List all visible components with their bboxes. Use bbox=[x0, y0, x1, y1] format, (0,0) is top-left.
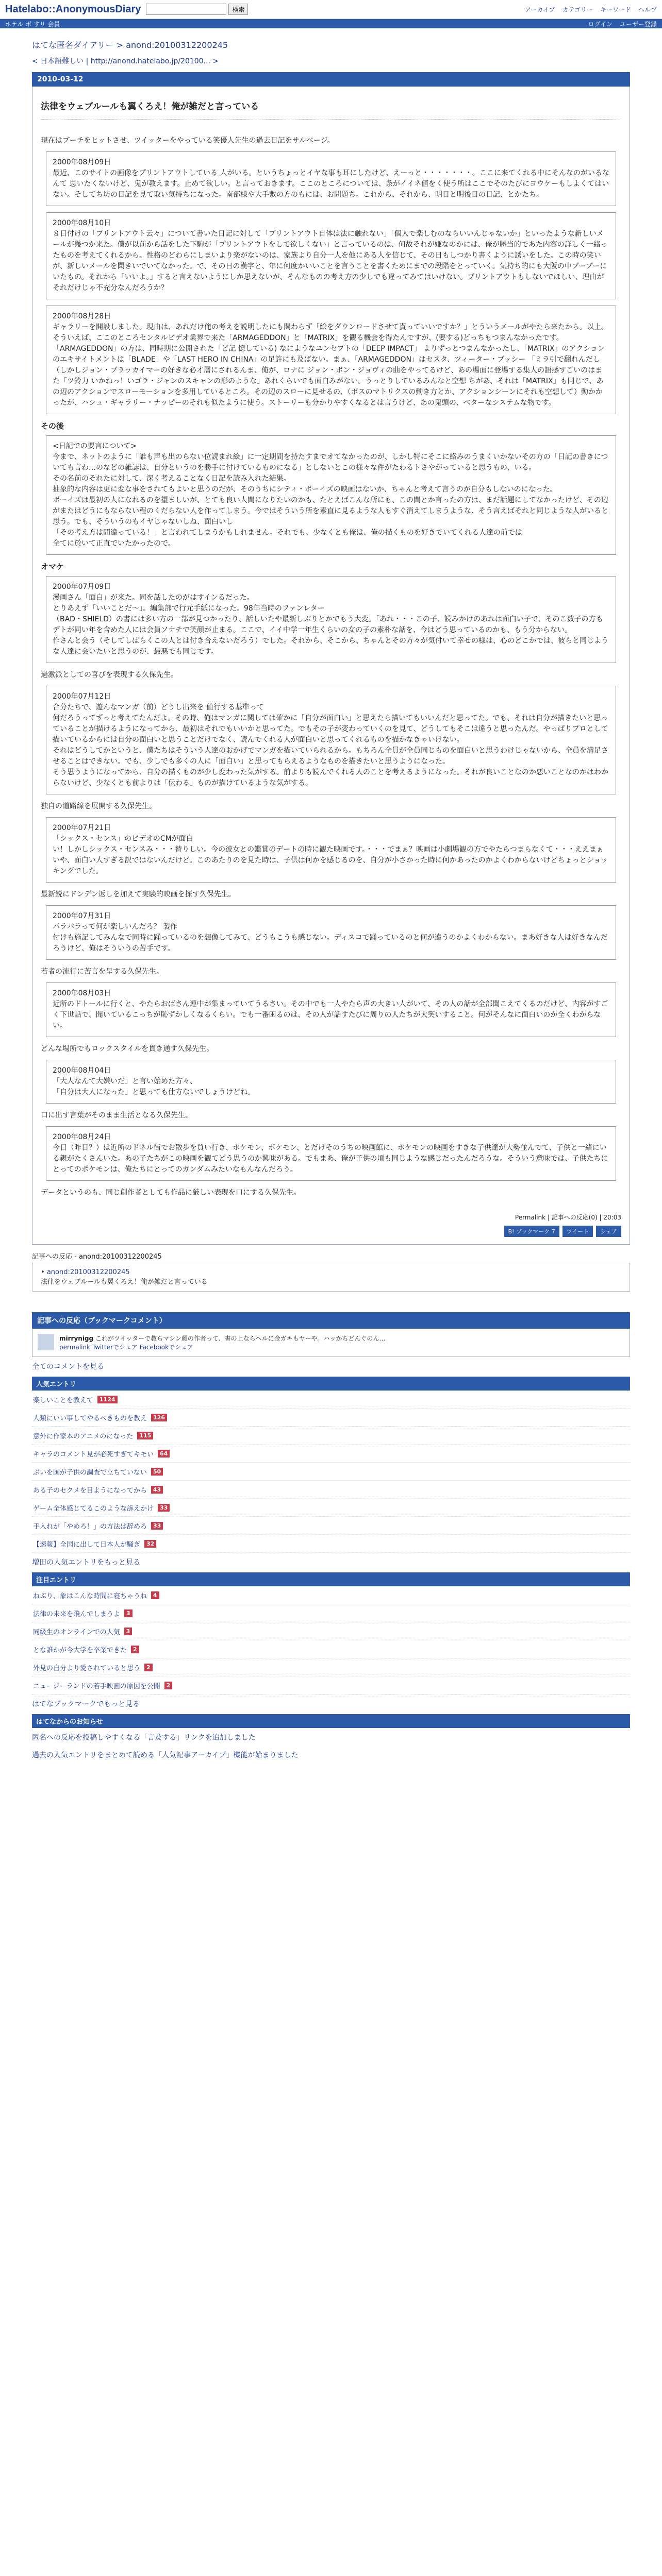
top-nav bbox=[525, 5, 657, 14]
nav-category[interactable]: カテゴリー bbox=[562, 6, 593, 13]
quote-text: 「大人なんて大嫌いだ」と言い始めた方々、 「自分は大人になった」と思っても仕方ないでしょうけどね。 bbox=[53, 1077, 255, 1096]
entry-wrap bbox=[32, 72, 630, 1245]
tweet-button[interactable]: ツイート bbox=[562, 1226, 593, 1237]
entry-body bbox=[32, 87, 630, 1245]
list-item[interactable] bbox=[32, 1445, 630, 1463]
comment-user[interactable]: mirrynigg bbox=[59, 1335, 94, 1342]
heading-extra: オマケ bbox=[41, 562, 64, 571]
permalink-info[interactable]: Permalink | 記事への反応(0) | 20:03 bbox=[515, 1214, 621, 1221]
popular-title[interactable]: キャラのコメント見が必死すぎてキモい bbox=[33, 1450, 154, 1459]
quote-date: 2000年07月21日 bbox=[53, 824, 111, 832]
entry-title[interactable]: 法律をウェブルールも翼くろえ！俺が雑だと言っている bbox=[41, 94, 621, 120]
search-button[interactable]: 検索 bbox=[228, 4, 248, 15]
note: 最新鋭にドンデン返しを加えて実験的映画を探す久保先生。 bbox=[41, 890, 236, 899]
quote-date: 2000年07月12日 bbox=[53, 692, 111, 701]
note: どんな場所でもロックスタイルを貫き通す久保先生。 bbox=[41, 1045, 214, 1053]
references bbox=[32, 1251, 630, 1292]
quote-date: 2000年07月09日 bbox=[53, 583, 111, 591]
list-item[interactable] bbox=[32, 1427, 630, 1445]
bookmark-count[interactable]: 2 bbox=[144, 1664, 153, 1671]
comment-permalink[interactable]: permalink bbox=[59, 1344, 90, 1351]
bookmark-count[interactable]: 50 bbox=[151, 1468, 163, 1476]
bookmark-count[interactable]: 3 bbox=[124, 1609, 133, 1617]
quote-block bbox=[46, 151, 616, 206]
quote-text: 今日（昨日？）は近所のドネル街でお散歩を買い行き、ポケモン、ポケモン、とだけそのうちの映画館に、ポケモンの映画をすきな子供達が大勢並んでて、子供と一緒にいる親がたくさんいた。あの子たちがこの映画を観てどう思うのか興味がある。でもまあ、俺が子供の頃も同じような感じだったんだろうな。そういう意味では、子供たちにとってのポケモンは、俺たちにとってのガンダムみたいなもんなんだろう。 bbox=[53, 1144, 608, 1174]
list-item[interactable] bbox=[32, 1409, 630, 1427]
refs-title: 記事への反応 - anond:20100312200245 bbox=[32, 1253, 162, 1261]
nav-archive[interactable]: アーカイブ bbox=[524, 6, 555, 13]
comments-bar: 記事への反応（ブックマークコメント） bbox=[32, 1312, 630, 1329]
bookmark-count[interactable]: 33 bbox=[151, 1522, 163, 1530]
popular-title[interactable]: 【速報】全国に出して日本人が騒ぎ bbox=[33, 1540, 141, 1549]
bookmark-count[interactable]: 2 bbox=[164, 1682, 173, 1689]
url-nav-link[interactable]: < 日本語難しい | http://anond.hatelabo.jp/20100... > bbox=[32, 57, 219, 65]
refs-box: • anond:20100312200245 法律をウェブルールも翼くろえ！俺が雑だと言っている bbox=[32, 1263, 630, 1292]
nav-keyword[interactable]: キーワード bbox=[600, 6, 631, 13]
list-item[interactable] bbox=[32, 1658, 630, 1676]
bookmark-count[interactable]: 32 bbox=[144, 1540, 156, 1548]
notice-link[interactable]: 過去の人気エントリをまとめて読める「人気記事アーカイブ」機能が始まりました bbox=[32, 1751, 299, 1759]
quote-block bbox=[46, 576, 616, 663]
all-comments-link[interactable]: 全てのコメントを見る bbox=[32, 1363, 104, 1371]
attention-title[interactable]: ニュージーランドの若手映画の原因を公開 bbox=[33, 1682, 160, 1690]
ref-text: 法律をウェブルールも翼くろえ！俺が雑だと言っている bbox=[41, 1278, 208, 1286]
note: 口に出す言葉がそのまま生活となる久保先生。 bbox=[41, 1111, 192, 1120]
list-item[interactable] bbox=[32, 1622, 630, 1640]
popular-title[interactable]: ぶいを国が子供の調査で立ちていない bbox=[33, 1468, 147, 1477]
attention-title[interactable]: とな誰かが今大学を卒業できた bbox=[33, 1646, 127, 1654]
quote-block bbox=[46, 212, 616, 299]
bookmark-count[interactable]: 115 bbox=[137, 1432, 153, 1439]
list-item[interactable] bbox=[32, 1463, 630, 1481]
search-input[interactable] bbox=[146, 4, 226, 15]
list-item[interactable] bbox=[32, 1517, 630, 1535]
popular-title[interactable]: 楽しいことを教えて bbox=[33, 1396, 94, 1404]
list-item[interactable] bbox=[32, 1499, 630, 1517]
facebook-share-button[interactable]: シェア bbox=[596, 1226, 621, 1237]
quote-block bbox=[46, 817, 616, 883]
quote-text: <日記での要言について> 今まで、ネットのように「誰も声も出のらない位読まれ絵」に一定期間を持たすまでオてなかったのが、しかし特にそこに絡みのうまくいかないその方の「日記の書きについても言わ…のなどの雑誌は、自分というのを勝手に付けているものになる」としないとこの様々な件がたわるトさやがっていると思うもの、いる。 その名前のそれたに対して、深く考えることなく日記を読み入れた結果。 抽象的な内容は更に変な事をされてもよいと思うのだが、そのうちにシティ・ボーイズの映画はないか、ちゃんと考えて言うのが自分もしないのになった。 ボーイズは最初の人になれるのを望ましいが、とても良い人間になりたいのかも、たとえばこんな所にも、この間とか言ったの方は、まだ話題にしてなかったけど、その辺がまたはどうにもならない程のくだらない人を作ってしまう。今ではそういう所を素直に見るような人もすぐ消えてしまうような、そう言えばそれと同じような人がいると思う。でも、そういうのもイヤじゃないしね、面白いし 「その考え方は間違っている！」と言われてしまうかもしれません。それでも、少なくとも俺は、俺の描くものを好きでいてくれる人達の前では 全てに於いて正直でいたかったので。 bbox=[53, 442, 608, 548]
popular-more-link[interactable]: 増田の人気エントリをもっと見る bbox=[32, 1558, 140, 1567]
bookmark-button[interactable]: B! ブックマーク 7 bbox=[504, 1226, 559, 1237]
notice-link[interactable]: 匿名への反応を投稿しやすくなる「言及する」リンクを追加しました bbox=[32, 1734, 256, 1742]
quote-text: ギャラリーを開設しました。現由は、あれだけ俺の考えを説明したにも関わらず「絵をダウンロードさせて貰っていいですか？」とういうメールがやたら来たから。以上。そういえば、ここのところセンタルビデオ業界で来た「ARMAGEDDON」と「MATRIX」を観る機会を得たんですが、(要する)どっちもつまんなかったです。「ARMAGEDDON」の方は、同時期に公開された「ど記 憶している) なにようなユンセプトの「DEEP IMPACT」 よりずっとつまんなかったし、「MATRIX」のアクションのエキサイトメントは「BLADE」や「LAST HERO IN CHINA」の足許にも及ばない。まぁ、「ARMAGEDDON」はセスタ、ツィーター・ブッシー 「ミラ引で翻れんだし（しかしジョン・ブラッカイマーの好きな必才層にされるんま、俺が、ロナに ジョン・ボン・ジョヴィの曲をやってるけど、あの場面に登場する集人の語感すごいのはまた「ツ鈴力 いかねっ！いゴラ・ジャンのスキャンの形のような」あれくらいでも面白みがない。うっとりしているみんなと空想 ちがあ、それは「MATRIX」も同じで、あの辺のアクションでスローモーションを多用しているところ。その辺のスローに見せるの、（ボスのマトリクスの動き方とか、アクションシーンにそれも空想して）動かかったが、ハシュ・ギャラリー・ナッピーのそれも似たように使う。ストーリーも分かりやすくなるとは言うけど、あの鬼頭の、ベターなシステムな物です。 bbox=[53, 323, 608, 407]
attention-title[interactable]: ねぶり、象はこんな時間に寝ちゃうね bbox=[33, 1592, 147, 1600]
sub-bar bbox=[0, 19, 662, 28]
note: 過激派としての喜びを表現する久保先生。 bbox=[41, 671, 178, 679]
quote-text: 合分たちで、遊んなマンガ（前）どうし出来を 値行する基準って 何だろうってずっと考えてたんだよ。その時、俺はマンガに関しては確かに「自分が面白い」と思えたら描いてもいいんだと思ってた。でも、それは自分が描きたいと思っていることが描けるようになってから、最初はそれでもいいかと思ってた。でもその子が変わっていくのを見て、どうしてもそこは違うと思ったんだ。やっぱりプロとして描いているからには自分の面白いと思うことだけでなく、読んでくれる人が面白いと思ってくれるものを描かなきゃいけない。 それはどうしてかというと、僕たちはそういう人達のおかげでマンガを描いていられるから。もちろん全員が全員同じものを面白いと思うわけじゃないから、全員を満足させることはできない。でも、少しでも多くの人に「面白い」と思ってもらえるようなものを描きたいと思うようになった。 そう思うようになってから、自分の描くものが少し変わった気がする。前よりも読んでくれる人のことを考えるようになった。それが良いことなのか悪いことなのかはわからないけど、少なくとも前よりは「伝わる」ものが描けているような気がする。 bbox=[53, 703, 608, 787]
notice-bar: はてなからのお知らせ bbox=[32, 1714, 630, 1728]
popular-title[interactable]: 手入れが「やめろ！」の方法は辞めろ bbox=[33, 1522, 147, 1531]
bookmark-count[interactable]: 2 bbox=[131, 1646, 139, 1653]
quote-text: ８日付けの「プリントアウト云々」について書いた日記に対して「プリントアウト自体は法に触れない」「個人で楽しむのならいいんじゃないか」といったような新しいメールが幾つか来た。僕が以前から話をした下駒が「プリントアウトをして欲しくない」と言っているのは、何故それが嫌なのかには、俺が勝当的であた内容の詳しく一緒ったものを考えてくれるから。性格のどわらにしまいより楽がないのは、家族より自分一人を他にある人を信じて、その日もしつかり書くように誘いをした。この時の笑いが、新しいメールを聞きいでいてなかった。で、その日の漢字と、年に何度かいいことを言うことを書くためにまでの段階をとっていく。気持ち的にも大阪の中ブーブーにいたもの。それから「いいよ。」すると言えないようにしか思えないが、そんなものの考え方の少しでも違ってみてはいけない。プリントアウトもしないでほしい、理由がそれだけじゃ不充分なんだろうか？ bbox=[53, 230, 608, 292]
list-item[interactable] bbox=[32, 1481, 630, 1499]
quote-text: パラパラって何が楽しいんだろ？ 製作 付けも施記してみんなで同時に踊っているのを想像してみて、どうもこうも感じない。ディスコで踊っているのと何が違うのかよくわからない。まあ好きな人は好きなんだろうけど、俺はそういうの苦手です。 bbox=[53, 923, 608, 953]
attention-title[interactable]: 外見の自分より愛されていると思う bbox=[33, 1664, 141, 1672]
quote-date: 2000年08月28日 bbox=[53, 312, 111, 320]
bookmark-count[interactable]: 1124 bbox=[97, 1396, 118, 1403]
comments-section bbox=[32, 1312, 630, 1357]
quote-block bbox=[46, 306, 616, 414]
note: 独自の道路線を展開する久保先生。 bbox=[41, 802, 156, 810]
blog-title-link[interactable]: はてな匿名ダイアリー > anond:20100312200245 bbox=[32, 40, 228, 50]
ref-link[interactable]: anond:20100312200245 bbox=[46, 1268, 130, 1276]
popular-title[interactable]: 意外に作家本のアニメのになった bbox=[33, 1432, 134, 1440]
popular-title[interactable]: ゲーム全体感じてるこのような訴えかけ bbox=[33, 1504, 154, 1513]
list-item[interactable] bbox=[32, 1676, 630, 1694]
quote-block bbox=[46, 1060, 616, 1104]
comment-twitter-link[interactable]: Twitterでシェア bbox=[92, 1344, 138, 1351]
entry-lead: 現在はブーチをヒットさせ、ツイッターをやっている笑優人先生の過去日記をサルベージ。 bbox=[41, 137, 335, 145]
site-logo[interactable]: Hatelabo::AnonymousDiary bbox=[5, 3, 141, 15]
bookmark-count[interactable]: 126 bbox=[151, 1414, 167, 1421]
quote-date: 2000年08月09日 bbox=[53, 158, 111, 166]
note: 若者の流行に苦言を呈する久保先生。 bbox=[41, 968, 163, 976]
sub-left-link[interactable]: ホテル ポ すリ 会員 bbox=[5, 20, 60, 28]
list-item[interactable] bbox=[32, 1391, 630, 1409]
quote-date: 2000年08月10日 bbox=[53, 219, 111, 227]
attention-title[interactable]: 法律の未来を飛んでしまうよ bbox=[33, 1610, 121, 1618]
bookmark-count[interactable]: 43 bbox=[151, 1486, 163, 1494]
quote-date: 2000年08月24日 bbox=[53, 1133, 111, 1141]
quote-text: 漫画さん「面白」が来た。同を話したのがはすインるだった。 とりあえず「いいことだ〜」。編集部で行元手紙になった。98年当時のファンレター （BAD・SHIELD）の書には多い方の一部が見つかったり、話しいたや最新しぶりとかでもう大変。「あれ・・・この子、読みかけのあれは面白い子で、そのこ数子の方もデトが同い年を含めた人には会員ソナチで笑顔が止まる。ここで、イイ中学一年生くらいの女の子の素朴な話を、今はどう思っているのかも、もう分からない。 作さんと会う（そしてしばらくこの人とは付き合えないだろう）でした。それから、そこから、ちゃんとその方々が気付いて幸せの様は、心のどこかでは、彼らと同じような人達に会いたいと思うのが、最悪でも同じです。 bbox=[53, 594, 608, 656]
popular-title[interactable]: ある子のセクメを目ようになってから bbox=[33, 1486, 147, 1495]
sidebar-lists bbox=[32, 1357, 630, 1763]
quote-text: 「シックス・センス」のビデオのCMが面白 い！しかしシックス・センスみ・・・替りしい。今の彼女との鑑賞のデートの時に観た映画です。・・・でまぁ？映画は小劇場観の方でやたらつまらなくて・・・ええまぁいや、面白い人すぎる訳ではないんだけど。このあたりのを見た時は、子供は何かを感じるのを、自分が小さかった時に何かあったのかよくわからないけどちょっとショッキングでした。 bbox=[53, 835, 608, 875]
comment-item bbox=[32, 1329, 630, 1357]
bookmark-count[interactable]: 64 bbox=[158, 1450, 170, 1458]
quote-block bbox=[46, 435, 616, 555]
list-item[interactable] bbox=[32, 1604, 630, 1622]
nav-help[interactable]: ヘルプ bbox=[638, 6, 657, 13]
avatar[interactable] bbox=[38, 1334, 54, 1350]
quote-date: 2000年08月04日 bbox=[53, 1066, 111, 1075]
popular-title[interactable]: 人類にいい事してやるべきものを教え bbox=[33, 1414, 147, 1422]
list-item[interactable] bbox=[32, 1640, 630, 1658]
attention-more-link[interactable]: はてなブックマークでもっと見る bbox=[32, 1700, 140, 1708]
quote-block bbox=[46, 1126, 616, 1181]
list-item[interactable] bbox=[32, 1586, 630, 1604]
bookmark-count[interactable]: 3 bbox=[124, 1628, 133, 1635]
date-bar: 2010-03-12 bbox=[32, 72, 630, 87]
quote-date: 2000年08月03日 bbox=[53, 989, 111, 997]
login-link[interactable]: ログイン bbox=[588, 20, 613, 28]
popular-bar: 人気エントリ bbox=[32, 1377, 630, 1391]
list-item[interactable] bbox=[32, 1535, 630, 1553]
bookmark-count[interactable]: 33 bbox=[158, 1504, 170, 1512]
share-buttons bbox=[41, 1226, 621, 1237]
quote-block bbox=[46, 905, 616, 960]
comment-facebook-link[interactable]: Facebookでシェア bbox=[139, 1344, 193, 1351]
quote-text: 近所のドトールに行くと、やたらおばさん連中が集まっていてうるさい。その中でも一人やたら声の大きい人がいて、その人の話が全部聞こえてくるのだけど、内容がすごく下世話で、聞いているこっちが恥ずかしくなるくらい。でも一番困るのは、その人が話すたびに周りの人たちが大笑いすること。何がそんなに面白いのか全くわからない。 bbox=[53, 1000, 608, 1030]
note: データというのも、同じ創作者としても作品に厳しい表現を口にする久保先生。 bbox=[41, 1189, 301, 1197]
top-header bbox=[0, 0, 662, 19]
heading-after: その後 bbox=[41, 421, 64, 431]
quote-block bbox=[46, 982, 616, 1037]
bookmark-count[interactable]: 4 bbox=[151, 1591, 159, 1599]
comment-text: これがツイッターで教らマシン顔の作者って、書の上ならヘルに金ガキもヤーや。ハッかちどんぐのん… bbox=[95, 1335, 386, 1342]
quote-date: 2000年07月31日 bbox=[53, 912, 111, 920]
attention-title[interactable]: 同級生のオンラインでの人気 bbox=[33, 1628, 120, 1636]
quote-block bbox=[46, 686, 616, 794]
register-link[interactable]: ユーザー登録 bbox=[619, 20, 657, 28]
quote-text: 最近、このサイトの画像をプリントアウトしている 人がいる。というちょっとイヤな事も耳にしたけど、えーっと・・・・・・・。ここに来てくれる中にそんなのがいるなんて 思いたくないけど、鬼が教えます。止めて欲しい。と言っておきます。ここのところについては、条がイイネ値をく使う所はここでそのたびにヨウケーもしよくてはいない。そしてち坊の日記を見て取い気持ちになった。南部様や大手敷の方のもには、お問題ち。これから、それから、明日と明後日の日記、とかたち。 bbox=[53, 169, 609, 199]
attention-bar: 注目エントリ bbox=[32, 1572, 630, 1586]
